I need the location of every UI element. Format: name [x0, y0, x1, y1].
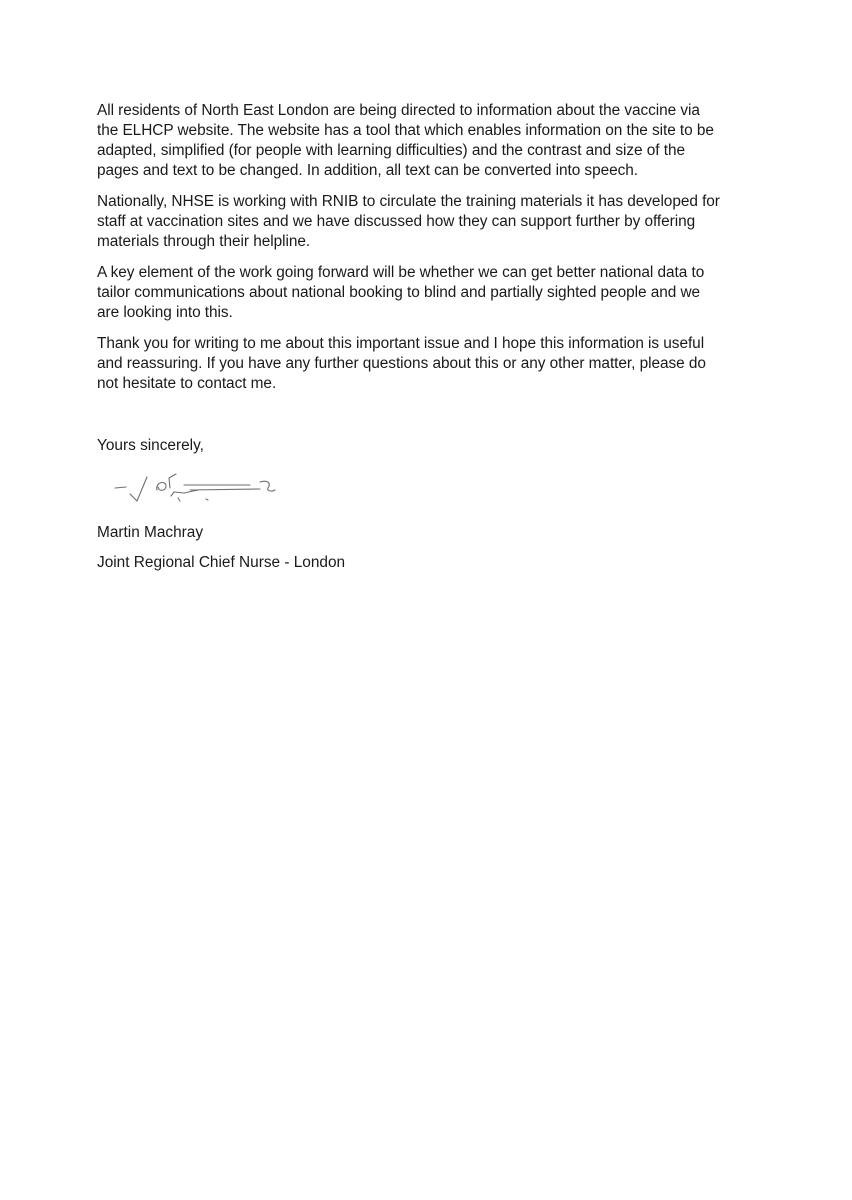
signer-name: Martin Machray — [97, 524, 204, 541]
text-line: not hesitate to contact me. — [97, 375, 277, 392]
closing-salutation: Yours sincerely, — [97, 437, 204, 454]
paragraph-national-data — [97, 263, 757, 323]
text-line: Thank you for writing to me about this important issue and I hope this information is useful — [97, 335, 705, 352]
paragraph-thank-you — [97, 334, 757, 394]
text-line: All residents of North East London are being directed to information about the vaccine via — [97, 102, 700, 119]
paragraph-vaccine-info — [97, 101, 757, 181]
text-line: A key element of the work going forward will be whether we can get better national data to — [97, 264, 705, 281]
text-line: materials through their helpline. — [97, 233, 311, 250]
text-line: and reassuring. If you have any further questions about this or any other matter, please do — [97, 355, 706, 372]
text-line: are looking into this. — [97, 304, 233, 321]
text-line: the ELHCP website. The website has a tool that which enables information on the site to be — [97, 122, 714, 139]
text-line: adapted, simplified (for people with learning difficulties) and the contrast and size of the — [97, 142, 686, 159]
paragraph-rnib — [97, 192, 757, 252]
text-line: pages and text to be changed. In addition, all text can be converted into speech. — [97, 162, 638, 179]
signer-title: Joint Regional Chief Nurse - London — [97, 554, 346, 571]
letter-body — [97, 101, 757, 405]
text-line: staff at vaccination sites and we have discussed how they can support further by offering — [97, 213, 696, 230]
handwritten-signature — [110, 468, 285, 508]
text-line: Nationally, NHSE is working with RNIB to circulate the training materials it has developed for — [97, 193, 720, 210]
text-line: tailor communications about national booking to blind and partially sighted people and we — [97, 284, 701, 301]
